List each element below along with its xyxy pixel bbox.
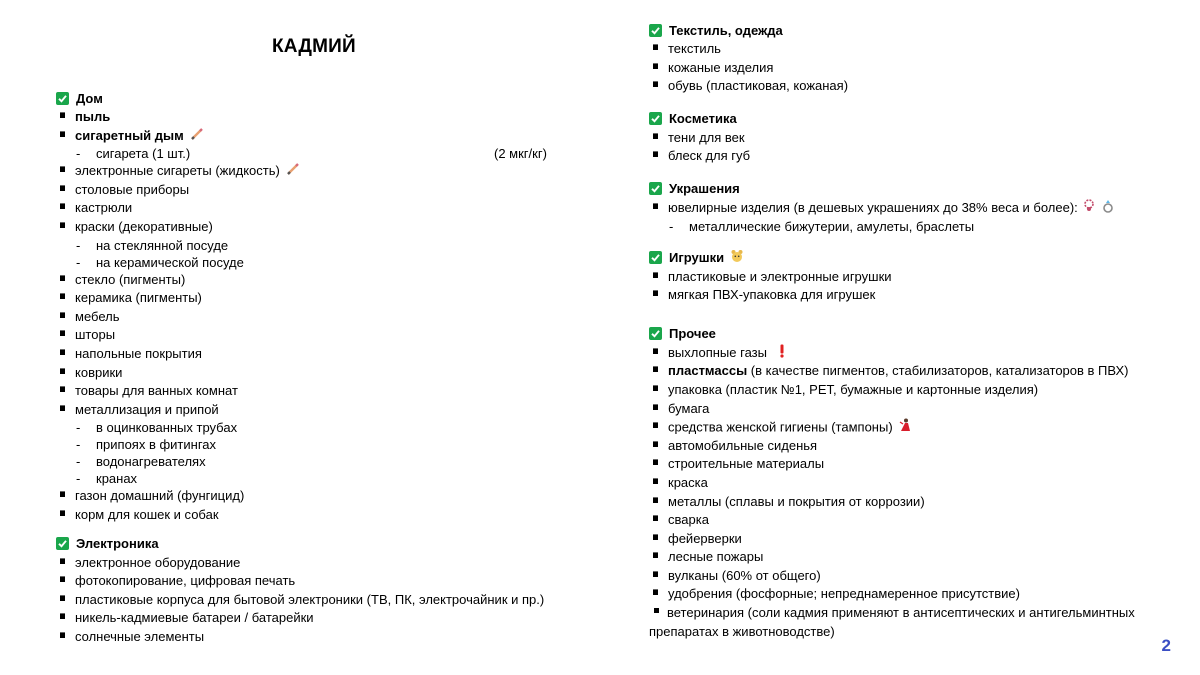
- list-item: удобрения (фосфорные; непреднамеренное присутствие): [649, 585, 1149, 604]
- ring-icon: [1102, 199, 1114, 219]
- right-column: [649, 21, 1149, 641]
- section-other: [649, 325, 1149, 642]
- list-item: керамика (пигменты): [56, 289, 616, 308]
- necklace-icon: [1084, 199, 1100, 219]
- list-item: пластиковые корпуса для бытовой электроники (ТВ, ПК, электрочайник и пр.): [56, 591, 616, 610]
- section-heading-label: Прочее: [669, 326, 716, 342]
- checkmark-icon: [649, 327, 662, 340]
- pencil-icon: [190, 127, 204, 147]
- section-cosmetics: [649, 110, 1149, 166]
- list-item: упаковка (пластик №1, PET, бумажные и картонные изделия): [649, 381, 1149, 400]
- list-item: ювелирные изделия (в дешевых украшениях до 38% веса и более):: [649, 199, 1149, 218]
- list-item: сигаретный дым: [56, 127, 616, 146]
- list-item: пластмассы (в качестве пигментов, стабилизаторов, катализаторов в ПВХ): [649, 362, 1149, 381]
- checkmark-icon: [649, 251, 662, 264]
- sub-item: - кранах: [76, 471, 138, 487]
- section-toys: [649, 249, 1149, 305]
- section-heading-label: Дом: [76, 90, 103, 106]
- list-item: пыль: [56, 108, 616, 127]
- list-item: металлизация и припой: [56, 401, 616, 420]
- sub-item: - водонагревателях: [76, 454, 206, 470]
- list-item: фотокопирование, цифровая печать: [56, 572, 616, 591]
- list-item: бумага: [649, 400, 1149, 419]
- checkmark-icon: [56, 537, 69, 550]
- list-item: шторы: [56, 326, 616, 345]
- section-heading: [649, 180, 1149, 198]
- checkmark-icon: [56, 92, 69, 105]
- pencil-icon: [286, 162, 300, 182]
- list-item: столовые приборы: [56, 181, 616, 200]
- list-item: стекло (пигменты): [56, 271, 616, 290]
- list-item: мягкая ПВХ-упаковка для игрушек: [649, 286, 1149, 305]
- section-textile: [649, 21, 1149, 96]
- list-item: сварка: [649, 511, 1149, 530]
- list-item: мебель: [56, 308, 616, 327]
- checkmark-icon: [649, 112, 662, 125]
- section-heading-label: Украшения: [669, 181, 740, 197]
- section-heading-label: Игрушки: [669, 250, 725, 266]
- plastics-note: (в качестве пигментов, стабилизаторов, катализаторов в ПВХ): [747, 363, 1129, 379]
- sub-item: - на керамической посуде: [76, 254, 244, 270]
- cigarette-dose-value: (2 мкг/кг): [494, 146, 547, 162]
- list-item: автомобильные сиденья: [649, 437, 1149, 456]
- list-item: электронное оборудование: [56, 554, 616, 573]
- woman-dancing-icon: [899, 418, 911, 439]
- page-title: КАДМИЙ: [272, 36, 356, 57]
- list-item: кожаные изделия: [649, 59, 1149, 78]
- checkmark-icon: [649, 24, 662, 37]
- list-item: солнечные элементы: [56, 628, 616, 647]
- list-item: коврики: [56, 364, 616, 383]
- section-heading-label: Текстиль, одежда: [669, 22, 783, 38]
- section-jewelry: [649, 180, 1149, 235]
- list-item: фейерверки: [649, 530, 1149, 549]
- list-item: тени для век: [649, 129, 1149, 148]
- teddy-bear-icon: [730, 249, 744, 266]
- list-item: средства женской гигиены (тампоны): [649, 418, 1149, 437]
- list-item: блеск для губ: [649, 147, 1149, 166]
- list-item: товары для ванных комнат: [56, 382, 616, 401]
- list-item: корм для кошек и собак: [56, 506, 616, 525]
- list-item: никель-кадмиевые батареи / батарейки: [56, 609, 616, 628]
- sub-item: - металлические бижутерии, амулеты, браслеты: [669, 218, 975, 234]
- list-item: металлы (сплавы и покрытия от коррозии): [649, 493, 1149, 512]
- list-item: выхлопные газы: [649, 344, 1149, 363]
- sub-item: - в оцинкованных трубах: [76, 420, 238, 436]
- checkmark-icon: [649, 182, 662, 195]
- list-item: кастрюли: [56, 199, 616, 218]
- list-item: пластиковые и электронные игрушки: [649, 268, 1149, 287]
- section-heading: [56, 535, 616, 553]
- section-heading: [649, 249, 1149, 267]
- list-item: краски (декоративные): [56, 218, 616, 237]
- list-item: краска: [649, 474, 1149, 493]
- section-heading: [649, 110, 1149, 128]
- section-electronics: [56, 535, 616, 647]
- exclamation-icon: [779, 344, 785, 364]
- list-item: текстиль: [649, 40, 1149, 59]
- list-item: газон домашний (фунгицид): [56, 487, 616, 506]
- section-heading: [649, 21, 1149, 39]
- list-item: вулканы (60% от общего): [649, 567, 1149, 586]
- section-home: [56, 89, 616, 525]
- list-item: лесные пожары: [649, 548, 1149, 567]
- sub-item: - припоях в фитингах: [76, 437, 217, 453]
- section-heading: [649, 325, 1149, 343]
- list-item: ветеринария (соли кадмия применяют в антисептических и антигельминтных препаратах в животноводстве): [649, 605, 1135, 639]
- list-item: обувь (пластиковая, кожаная): [649, 77, 1149, 96]
- sub-item: - на стеклянной посуде: [76, 237, 229, 253]
- left-column: [56, 89, 616, 646]
- list-item: напольные покрытия: [56, 345, 616, 364]
- list-item: электронные сигареты (жидкость): [56, 162, 616, 181]
- list-item: строительные материалы: [649, 455, 1149, 474]
- sub-item: - сигарета (1 шт.) (2 мкг/кг): [76, 146, 547, 162]
- section-heading-label: Косметика: [669, 111, 737, 127]
- page-number: 2: [1161, 636, 1171, 655]
- section-heading: [56, 89, 616, 107]
- section-heading-label: Электроника: [76, 536, 159, 551]
